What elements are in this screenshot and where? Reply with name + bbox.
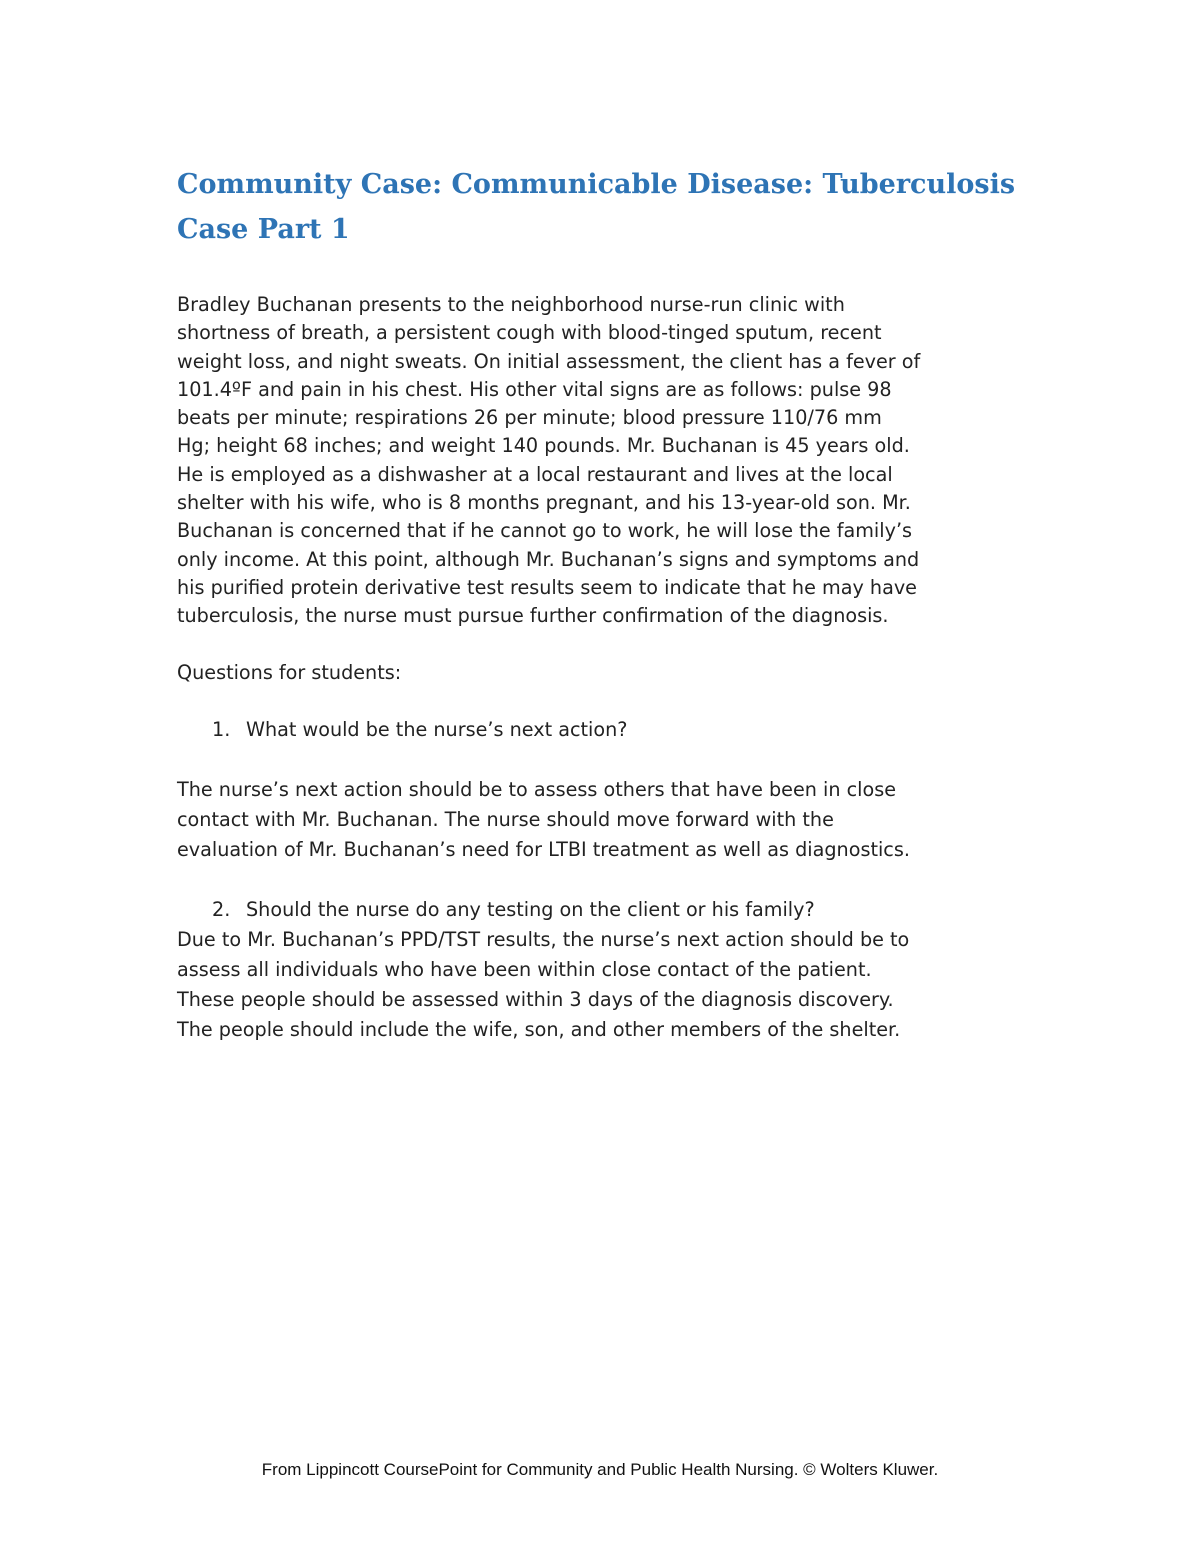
answer-line: The people should include the wife, son, and other members of the shelter. xyxy=(177,1018,901,1041)
case-paragraph xyxy=(177,291,1037,631)
paragraph-line: shelter with his wife, who is 8 months pregnant, and his 13-year-old son. Mr. xyxy=(177,491,911,515)
question-number: 2. xyxy=(212,898,231,921)
paragraph-line: tuberculosis, the nurse must pursue further confirmation of the diagnosis. xyxy=(177,604,889,628)
answer-1 xyxy=(177,775,1037,865)
answer-line: Due to Mr. Buchanan’s PPD/TST results, the nurse’s next action should be to xyxy=(177,928,910,951)
answer-2 xyxy=(177,925,1037,1045)
page-footer: From Lippincott CoursePoint for Community and Public Health Nursing. © Wolters Kluwer. xyxy=(261,1460,939,1479)
question-text: Should the nurse do any testing on the client or his family? xyxy=(246,898,815,921)
paragraph-line: beats per minute; respirations 26 per minute; blood pressure 110/76 mm xyxy=(177,406,882,430)
paragraph-line: his purified protein derivative test results seem to indicate that he may have xyxy=(177,575,917,599)
question-text: What would be the nurse’s next action? xyxy=(246,718,628,741)
question-1 xyxy=(212,716,627,744)
answer-line: assess all individuals who have been within close contact of the patient. xyxy=(177,958,872,981)
paragraph-line: Buchanan is concerned that if he cannot go to work, he will lose the family’s xyxy=(177,519,913,543)
answer-line: contact with Mr. Buchanan. The nurse should move forward with the xyxy=(177,808,834,831)
questions-heading: Questions for students: xyxy=(177,661,402,684)
answer-line: evaluation of Mr. Buchanan’s need for LTBI treatment as well as diagnostics. xyxy=(177,838,910,861)
paragraph-line: Bradley Buchanan presents to the neighborhood nurse-run clinic with xyxy=(177,293,845,316)
question-2 xyxy=(212,896,815,924)
answer-line: These people should be assessed within 3 days of the diagnosis discovery. xyxy=(177,988,894,1011)
paragraph-line: shortness of breath, a persistent cough with blood-tinged sputum, recent xyxy=(177,321,882,345)
paragraph-line: only income. At this point, although Mr. Buchanan’s signs and symptoms and xyxy=(177,547,920,571)
answer-line: The nurse’s next action should be to assess others that have been in close xyxy=(177,778,897,801)
paragraph-line: He is employed as a dishwasher at a local restaurant and lives at the local xyxy=(177,462,893,486)
paragraph-line: Hg; height 68 inches; and weight 140 pounds. Mr. Buchanan is 45 years old. xyxy=(177,434,910,458)
document-title: Community Case: Communicable Disease: Tuberculosis xyxy=(177,169,1016,200)
question-number: 1. xyxy=(212,718,231,741)
document-subtitle: Case Part 1 xyxy=(177,214,350,245)
paragraph-line: 101.4ºF and pain in his chest. His other vital signs are as follows: pulse 98 xyxy=(177,377,892,401)
paragraph-line: weight loss, and night sweats. On initial assessment, the client has a fever of xyxy=(177,349,921,373)
